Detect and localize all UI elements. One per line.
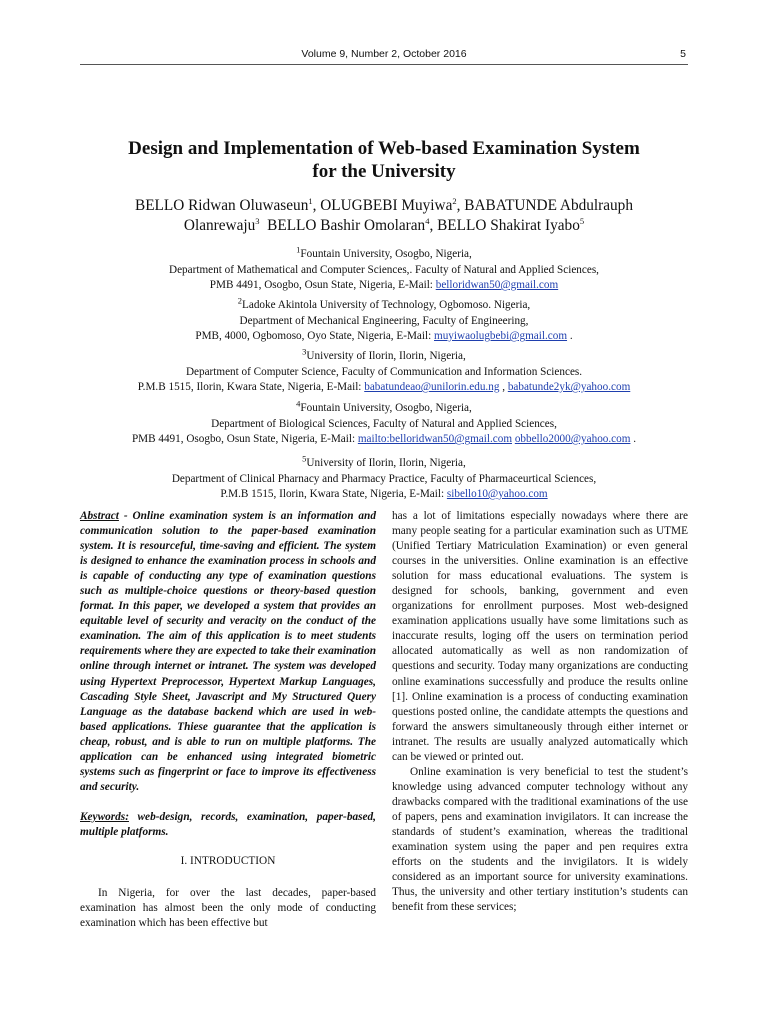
address-text: P.M.B 1515, Ilorin, Kwara State, Nigeria, E-Mail: <box>220 488 447 500</box>
running-header <box>80 48 688 65</box>
affiliation-mark: 2 <box>237 295 243 306</box>
body-paragraph: Online examination is very beneficial to test the student’s knowledge using advanced computer technology without any drawbacks compared with the traditional examinations of the use of papers, pens and examination invigilators. It can increase the standards of student’s examination, whereas the traditional examination system using the paper and pen requires extra efforts on the students and the invigilators. It is widely considered as an important source for university examinations. Thus, the university and other tertiary institution’s students can benefit from these services; <box>392 765 688 914</box>
author-name: , BELLO Shakirat Iyabo <box>429 217 580 234</box>
affiliation-institution <box>60 295 708 314</box>
institution-name: Fountain University, Osogbo, Nigeria, <box>300 248 472 260</box>
journal-issue: Volume 9, Number 2, October 2016 <box>301 48 467 60</box>
author-affiliation-mark: 1 <box>308 195 313 206</box>
affiliation-department: Department of Biological Sciences, Faculty of Natural and Applied Sciences, <box>211 417 557 430</box>
abstract-label: Abstract <box>80 510 119 522</box>
affiliation-mark: 1 <box>296 244 301 255</box>
author-affiliation-mark: 4 <box>425 215 430 226</box>
affiliation-address <box>60 278 708 294</box>
right-column <box>392 509 688 915</box>
author-name: , OLUGBEBI Muyiwa <box>312 197 453 214</box>
affiliation-address <box>60 432 708 448</box>
email-link[interactable]: belloridwan50@gmail.com <box>435 279 559 291</box>
email-separator: , <box>499 381 508 393</box>
affiliation-4 <box>60 398 708 448</box>
abstract-text: - Online examination system is an information and communication solution to the paper-based examination system. It is resourceful, time-saving and efficient. The system is designed to enhance the examination process in schools and is capable of conducting any type of examination questions such as multiple-choice questions or theory-based question format. In this paper, we developed a system that provides an equitable level of security and veracity on the conduct of the examination. The aim of this application is to meet students requirements where they are expected to take their examination online through internet or intranet. The system was developed using Hypertext Preprocessor, Hypertext Markup Languages, Cascading Style Sheet, Javascript and My Structured Query Language as the database backend which are used in web-based applications. Thiese guarantee that the application is cheap, robust, and is able to run on multiple platforms. The application can be enhanced using integrated biometric systems such as fingerprint or face to improve its effectiveness and security. <box>80 510 376 793</box>
email-link[interactable]: babatundeao@unilorin.edu.ng <box>364 381 500 393</box>
author-line-1 <box>80 196 688 216</box>
affiliation-mark: 5 <box>302 453 307 464</box>
affiliation-mark: 4 <box>296 398 301 409</box>
email-link[interactable]: muyiwaolugbebi@gmail.com <box>434 330 568 342</box>
affiliation-institution <box>60 244 708 263</box>
author-name: BELLO Ridwan Oluwaseun <box>135 197 309 214</box>
intro-paragraph: In Nigeria, for over the last decades, paper-based examination has almost been the only mode of conducting examination which has been effective but <box>80 887 376 930</box>
address-tail: . <box>630 433 637 445</box>
address-text: PMB 4491, Osogbo, Osun State, Nigeria, E-Mail: <box>131 433 358 445</box>
email-link[interactable]: mailto:belloridwan50@gmail.com <box>357 433 513 445</box>
address-text: PMB 4491, Osogbo, Osun State, Nigeria, E-Mail: <box>209 279 436 291</box>
abstract-section <box>80 509 376 795</box>
paper-title-line-2: for the University <box>312 161 456 182</box>
address-text: P.M.B 1515, Ilorin, Kwara State, Nigeria, E-Mail: <box>137 381 365 393</box>
author-affiliation-mark: 3 <box>255 215 260 226</box>
affiliation-department: Department of Clinical Pharnacy and Pharmacy Practice, Faculty of Pharmaceurtical Sciences, <box>171 472 597 485</box>
affiliation-address <box>60 487 708 503</box>
keywords-label: Keywords: <box>80 810 129 823</box>
section-heading-introduction: I. INTRODUCTION <box>180 854 276 867</box>
author-list <box>80 196 688 236</box>
affiliation-institution <box>60 398 708 417</box>
institution-name: Fountain University, Osogbo, Nigeria, <box>300 402 472 414</box>
affiliation-address <box>60 329 708 345</box>
affiliation-1 <box>60 244 708 294</box>
affiliation-institution <box>60 346 708 365</box>
abstract-paragraph <box>80 509 376 795</box>
keywords-paragraph <box>80 810 376 840</box>
institution-name: Ladoke Akintola University of Technology, Ogbomoso. Nigeria, <box>242 299 531 311</box>
address-tail: . <box>567 330 573 342</box>
affiliation-2 <box>60 295 708 345</box>
body-paragraph: has a lot of limitations especially nowadays where there are many people seating for a particular examination such as UTME (Unified Tertiary Matriculation Examination) or even general courses in the universities. Online examination is an effective solution for mass educational evaluations. The system is designed for schools, banking, government and even organizations for enrollment purposes. Most web-designed examination applications usually have some limitations such as inaccurate results, loging off the users on termination period allocated automatically as well as non randomization of questions and security. Today many organizations are conducting online examinations successfully and produce the results online [1]. Online examination is a process of conducting examination questions posted online, the candidate attempts the questions and forward the answers simultaneously through either internet or intranet. The results are usually analyzed automatically which can be viewed or printed out. <box>392 510 688 763</box>
affiliation-mark: 3 <box>302 346 307 357</box>
paper-title-line-1: Design and Implementation of Web-based Examination System <box>128 138 640 159</box>
email-link-secondary[interactable]: babatunde2yk@yahoo.com <box>507 381 631 393</box>
affiliation-department: Department of Mechanical Engineering, Faculty of Engineering, <box>239 314 529 327</box>
affiliation-address <box>60 380 708 396</box>
affiliation-department: Department of Mathematical and Computer Sciences,. Faculty of Natural and Applied Sciences, <box>169 263 599 276</box>
author-affiliation-mark: 5 <box>579 215 585 226</box>
author-affiliation-mark: 2 <box>452 195 457 206</box>
author-name: , BABATUNDE Abdulrauph <box>456 197 633 214</box>
affiliation-3 <box>60 346 708 396</box>
affiliation-institution <box>60 453 708 472</box>
address-text: PMB, 4000, Ogbomoso, Oyo State, Nigeria, E-Mail: <box>195 330 434 342</box>
author-line-2 <box>80 216 688 236</box>
institution-name: University of Ilorin, Ilorin, Nigeria, <box>306 457 466 469</box>
affiliation-5 <box>60 453 708 503</box>
paper-title <box>80 137 688 183</box>
author-name: BELLO Bashir Omolaran <box>259 217 426 234</box>
institution-name: University of Ilorin, Ilorin, Nigeria, <box>306 350 466 362</box>
email-link-secondary[interactable]: obbello2000@yahoo.com <box>514 433 631 445</box>
author-name: Olanrewaju <box>183 217 256 234</box>
keywords-text: web-design, records, examination, paper-based, multiple platforms. <box>80 810 376 838</box>
affiliation-department: Department of Computer Science, Faculty of Communication and Information Sciences. <box>185 365 583 378</box>
page-number: 5 <box>680 48 686 60</box>
email-link[interactable]: sibello10@yahoo.com <box>446 488 548 500</box>
left-column <box>80 509 376 931</box>
